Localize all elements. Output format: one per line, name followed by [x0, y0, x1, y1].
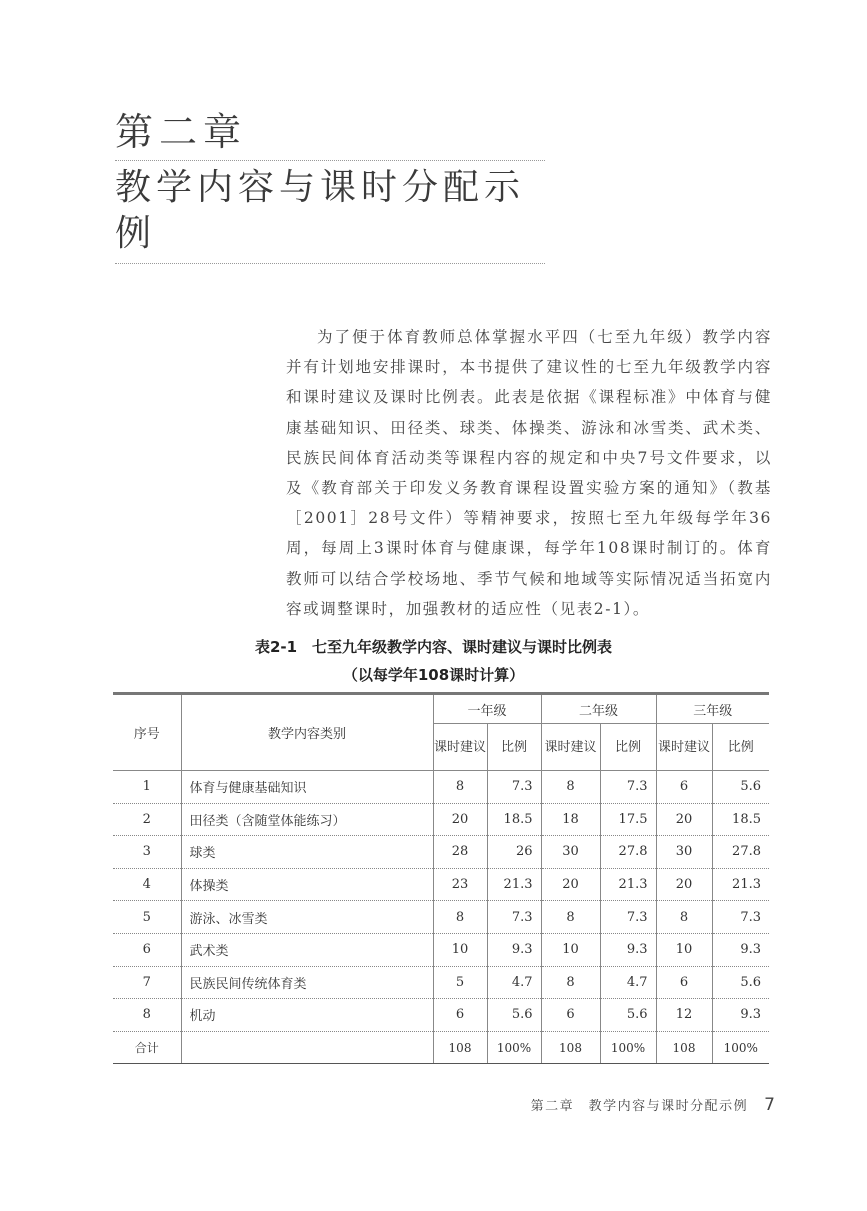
- page-footer: [531, 1095, 775, 1115]
- table-row: [113, 771, 769, 804]
- grade1-hours: 20: [433, 803, 487, 836]
- grade2-hours: 30: [541, 836, 600, 869]
- grade2-hours: 8: [541, 901, 600, 934]
- header-category: 教学内容类别: [181, 694, 433, 771]
- total-label: 合计: [113, 1031, 181, 1064]
- chapter-heading: [115, 108, 545, 264]
- table-row: [113, 901, 769, 934]
- total-grade1-hours: 108: [433, 1031, 487, 1064]
- grade3-ratio: 9.3: [712, 999, 769, 1032]
- grade2-hours: 10: [541, 933, 600, 966]
- header-ratio: 比例: [712, 724, 769, 771]
- intro-paragraph: 为了便于体育教师总体掌握水平四（七至九年级）教学内容并有计划地安排课时，本书提供了建议性的七至九年级教学内容和课时建议及课时比例表。此表是依据《课程标准》中体育与健康基础知识、田径类、球类、体操类、游泳和冰雪类、武术类、民族民间体育活动类等课程内容的规定和中央7号文件要求，以及《教育部关于印发义务教育课程设置实验方案的通知》（教基［2001］28号文件）等精神要求，按照七至九年级每学年36周，每周上3课时体育与健康课，每学年108课时制订的。体育教师可以结合学校场地、季节气候和地域等实际情况适当拓宽内容或调整课时，加强教材的适应性（见表2-1）。: [286, 328, 772, 618]
- chapter-number: 第二章: [115, 108, 545, 161]
- table-row: [113, 966, 769, 999]
- grade1-ratio: 21.3: [487, 868, 541, 901]
- header-ratio: 比例: [600, 724, 656, 771]
- total-grade2-ratio: 100%: [600, 1031, 656, 1064]
- grade3-ratio: 5.6: [712, 966, 769, 999]
- row-category: 体育与健康基础知识: [181, 771, 433, 804]
- total-grade3-ratio: 100%: [712, 1031, 769, 1064]
- grade1-hours: 5: [433, 966, 487, 999]
- row-index: 1: [113, 771, 181, 804]
- table-row: [113, 933, 769, 966]
- grade3-hours: 8: [656, 901, 712, 934]
- row-category: 球类: [181, 836, 433, 869]
- header-grade-1: 一年级: [433, 694, 541, 724]
- grade3-hours: 6: [656, 966, 712, 999]
- grade2-ratio: 21.3: [600, 868, 656, 901]
- grade2-hours: 20: [541, 868, 600, 901]
- grade1-hours: 28: [433, 836, 487, 869]
- header-hours: 课时建议: [433, 724, 487, 771]
- table-row: [113, 803, 769, 836]
- grade2-hours: 8: [541, 771, 600, 804]
- grade3-hours: 20: [656, 803, 712, 836]
- grade3-ratio: 7.3: [712, 901, 769, 934]
- course-hours-table-wrapper: [113, 692, 769, 1064]
- grade1-ratio: 4.7: [487, 966, 541, 999]
- row-category: 武术类: [181, 933, 433, 966]
- row-index: 7: [113, 966, 181, 999]
- grade3-ratio: 5.6: [712, 771, 769, 804]
- grade3-hours: 12: [656, 999, 712, 1032]
- grade1-hours: 23: [433, 868, 487, 901]
- grade1-hours: 6: [433, 999, 487, 1032]
- table-row: [113, 836, 769, 869]
- total-grade3-hours: 108: [656, 1031, 712, 1064]
- grade2-hours: 6: [541, 999, 600, 1032]
- grade2-ratio: 17.5: [600, 803, 656, 836]
- grade1-hours: 8: [433, 771, 487, 804]
- grade1-ratio: 7.3: [487, 771, 541, 804]
- grade1-hours: 10: [433, 933, 487, 966]
- grade2-ratio: 7.3: [600, 771, 656, 804]
- table-caption: 表2-1 七至九年级教学内容、课时建议与课时比例表: [254, 638, 613, 656]
- grade3-ratio: 27.8: [712, 836, 769, 869]
- grade2-ratio: 4.7: [600, 966, 656, 999]
- chapter-title: 教学内容与课时分配示例: [115, 161, 545, 264]
- row-category: 民族民间传统体育类: [181, 966, 433, 999]
- header-ratio: 比例: [487, 724, 541, 771]
- header-grade-3: 三年级: [656, 694, 769, 724]
- grade3-ratio: 18.5: [712, 803, 769, 836]
- grade2-ratio: 9.3: [600, 933, 656, 966]
- page-number: 7: [764, 1095, 775, 1115]
- header-hours: 课时建议: [541, 724, 600, 771]
- table-subcaption: （以每学年108课时计算）: [342, 666, 525, 684]
- grade1-ratio: 18.5: [487, 803, 541, 836]
- grade3-ratio: 21.3: [712, 868, 769, 901]
- grade1-hours: 8: [433, 901, 487, 934]
- grade3-hours: 30: [656, 836, 712, 869]
- row-index: 4: [113, 868, 181, 901]
- total-category: [181, 1031, 433, 1064]
- header-index: 序号: [113, 694, 181, 771]
- grade2-ratio: 5.6: [600, 999, 656, 1032]
- row-category: 体操类: [181, 868, 433, 901]
- row-index: 5: [113, 901, 181, 934]
- table-row: [113, 999, 769, 1032]
- grade3-ratio: 9.3: [712, 933, 769, 966]
- grade1-ratio: 5.6: [487, 999, 541, 1032]
- running-head: 第二章 教学内容与课时分配示例: [530, 1099, 749, 1114]
- row-index: 6: [113, 933, 181, 966]
- header-hours: 课时建议: [656, 724, 712, 771]
- total-grade1-ratio: 100%: [487, 1031, 541, 1064]
- grade2-hours: 8: [541, 966, 600, 999]
- grade2-hours: 18: [541, 803, 600, 836]
- row-category: 机动: [181, 999, 433, 1032]
- row-index: 3: [113, 836, 181, 869]
- table-row: [113, 868, 769, 901]
- total-row: [113, 1031, 769, 1064]
- grade1-ratio: 26: [487, 836, 541, 869]
- grade1-ratio: 9.3: [487, 933, 541, 966]
- course-hours-table: [113, 692, 769, 1064]
- total-grade2-hours: 108: [541, 1031, 600, 1064]
- row-index: 8: [113, 999, 181, 1032]
- header-grade-2: 二年级: [541, 694, 656, 724]
- row-index: 2: [113, 803, 181, 836]
- grade2-ratio: 7.3: [600, 901, 656, 934]
- row-category: 田径类（含随堂体能练习）: [181, 803, 433, 836]
- grade1-ratio: 7.3: [487, 901, 541, 934]
- grade3-hours: 6: [656, 771, 712, 804]
- row-category: 游泳、冰雪类: [181, 901, 433, 934]
- grade2-ratio: 27.8: [600, 836, 656, 869]
- grade3-hours: 10: [656, 933, 712, 966]
- grade3-hours: 20: [656, 868, 712, 901]
